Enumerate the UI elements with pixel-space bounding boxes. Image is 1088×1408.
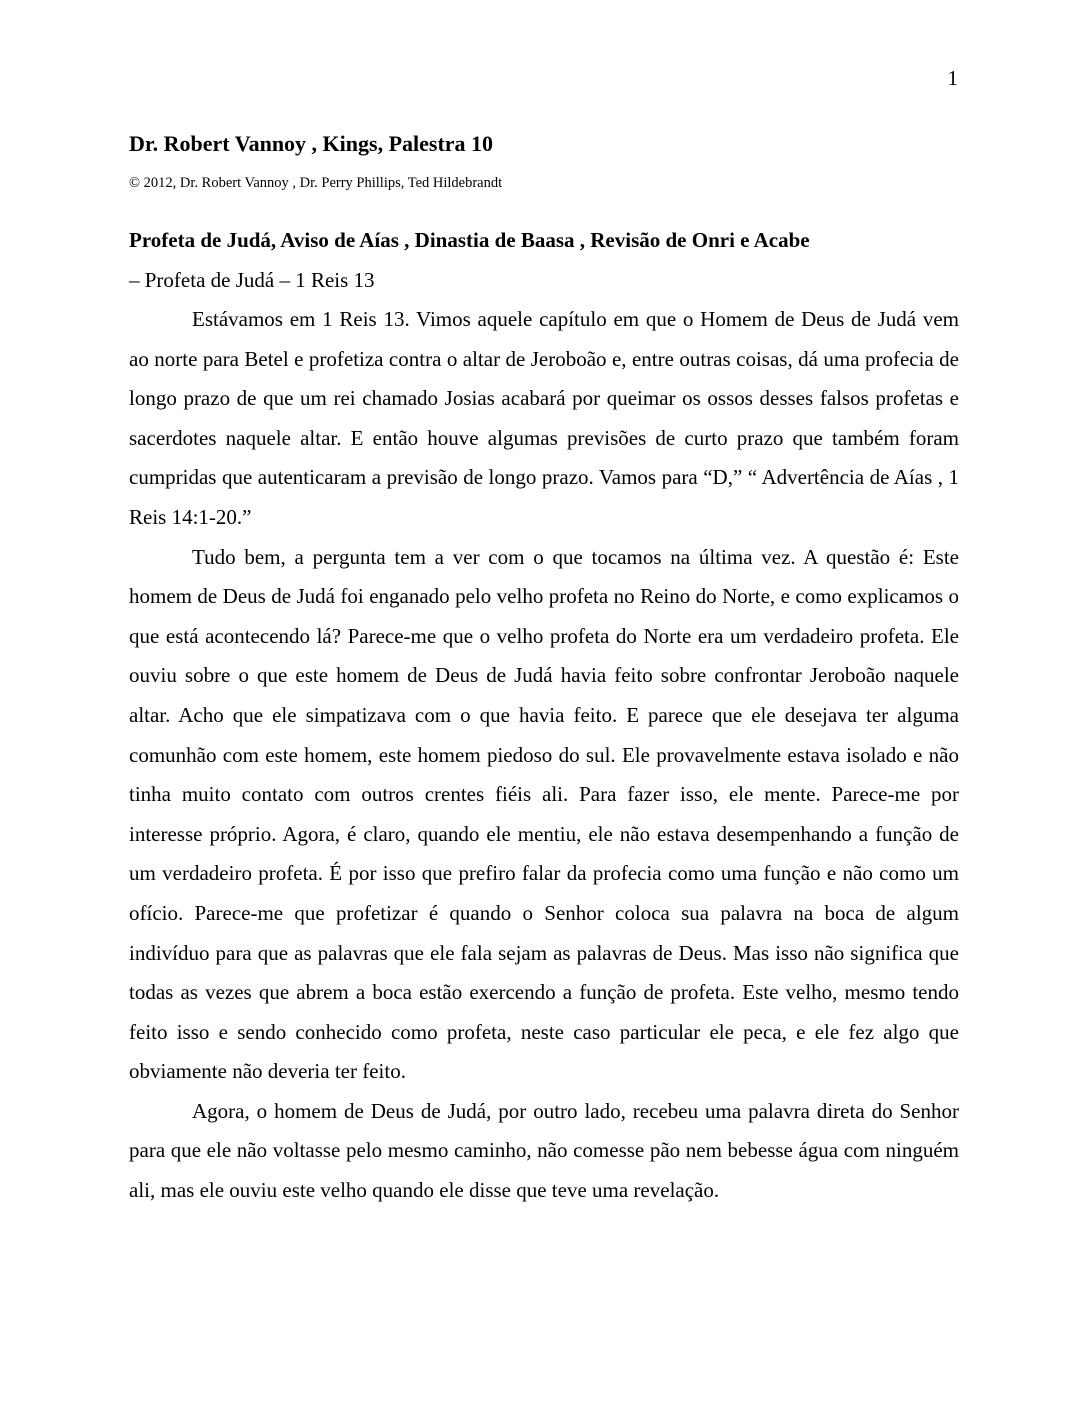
lecture-subtitle: Profeta de Judá, Aviso de Aías , Dinastia de Baasa , Revisão de Onri e Acabe <box>129 228 810 252</box>
page-number: 1 <box>947 66 958 90</box>
paragraph-2: Tudo bem, a pergunta tem a ver com o que tocamos na última vez. A questão é: Este homem de Deus de Judá foi enganado pelo velho profeta no Reino do Norte, e como explicamos o que está acontecendo lá? Parece-me que o velho profeta do Norte era um verdadeiro profeta. Ele ouviu sobre o que este homem de Deus de Judá havia feito sobre confrontar Jeroboão naquele altar. Acho que ele simpatizava com o que havia feito. E parece que ele desejava ter alguma comunhão com este homem, este homem piedoso do sul. Ele provavelmente estava isolado e não tinha muito contato com outros crentes fiéis ali. Para fazer isso, ele mente. Parece-me por interesse próprio. Agora, é claro, quando ele mentiu, ele não estava desempenhando a função de um verdadeiro profeta. É por isso que prefiro falar da profecia como uma função e não como um ofício. Parece-me que profetizar é quando o Senhor coloca sua palavra na boca de algum indivíduo para que as palavras que ele fala sejam as palavras de Deus. Mas isso não significa que todas as vezes que abrem a boca estão exercendo a função de profeta. Este velho, mesmo tendo feito isso e sendo conhecido como profeta, neste caso particular ele peca, e ele fez algo que obviamente não deveria ter feito. <box>129 544 959 1084</box>
copyright-notice: © 2012, Dr. Robert Vannoy , Dr. Perry Phillips, Ted Hildebrandt <box>129 175 503 191</box>
section-heading: – Profeta de Judá – 1 Reis 13 <box>129 268 375 292</box>
paragraph-3: Agora, o homem de Deus de Judá, por outro lado, recebeu uma palavra direta do Senhor para que ele não voltasse pelo mesmo caminho, não comesse pão nem bebesse água com ninguém ali, mas ele ouviu este velho quando ele disse que teve uma revelação. <box>129 1098 959 1203</box>
document-body <box>129 220 959 1211</box>
paragraph-1: Estávamos em 1 Reis 13. Vimos aquele capítulo em que o Homem de Deus de Judá vem ao norte para Betel e profetiza contra o altar de Jeroboão e, entre outras coisas, dá uma profecia de longo prazo de que um rei chamado Josias acabará por queimar os ossos desses falsos profetas e sacerdotes naquele altar. E então houve algumas previsões de curto prazo que também foram cumpridas que autenticaram a previsão de longo prazo. Vamos para “D,” “ Advertência de Aías , 1 Reis 14:1-20.” <box>129 307 959 529</box>
document-title: Dr. Robert Vannoy , Kings, Palestra 10 <box>129 131 494 156</box>
